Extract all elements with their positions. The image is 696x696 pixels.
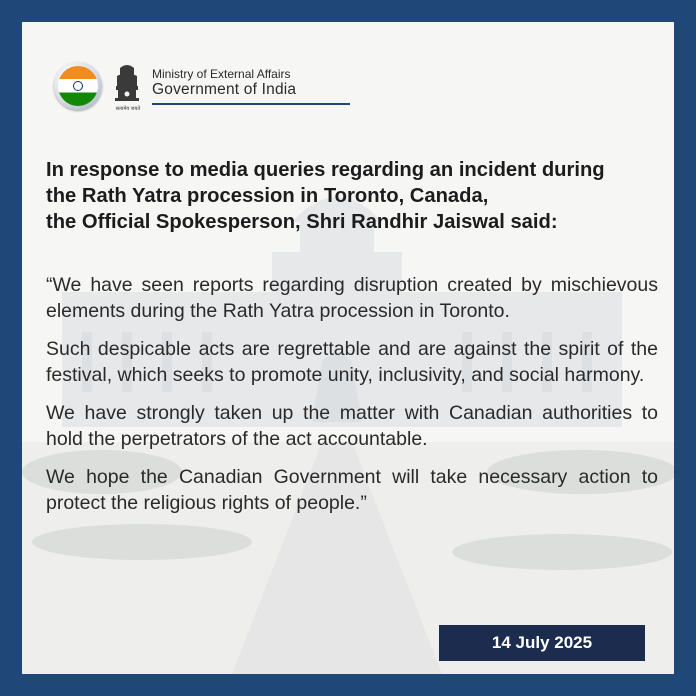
- press-release-card: [22, 22, 674, 674]
- ashoka-chakra-icon: [73, 81, 83, 91]
- heading-line: In response to media queries regarding an incident during: [46, 159, 605, 181]
- statement-paragraph: Such despicable acts are regrettable and are against the spirit of the festival, which seeks to promote unity, inclusivity, and social harmony.: [46, 338, 658, 386]
- statement-paragraph: We have strongly taken up the matter with Canadian authorities to hold the perpetrators of the act accountable.: [46, 402, 658, 450]
- heading-line: the Rath Yatra procession in Toronto, Canada,: [46, 185, 489, 207]
- flag-stripes: [58, 66, 98, 106]
- government-name: Government of India: [152, 81, 297, 98]
- header-underline: [152, 103, 350, 105]
- statement-paragraph: We hope the Canadian Government will take necessary action to protect the religious rights of people.”: [46, 466, 658, 514]
- statement-heading: [46, 157, 666, 235]
- india-flag-icon: [54, 62, 102, 110]
- statement-body: [46, 272, 658, 528]
- ministry-header: [54, 62, 354, 126]
- heading-line: the Official Spokesperson, Shri Randhir Jaiswal said:: [46, 211, 558, 233]
- date-badge: 14 July 2025: [439, 625, 645, 661]
- ministry-name: Ministry of External Affairs: [152, 67, 291, 81]
- statement-paragraph: “We have seen reports regarding disruption created by mischievous elements during the Rath Yatra procession in Toronto.: [46, 274, 658, 322]
- emblem-caption: सत्यमेव जयते: [115, 106, 141, 112]
